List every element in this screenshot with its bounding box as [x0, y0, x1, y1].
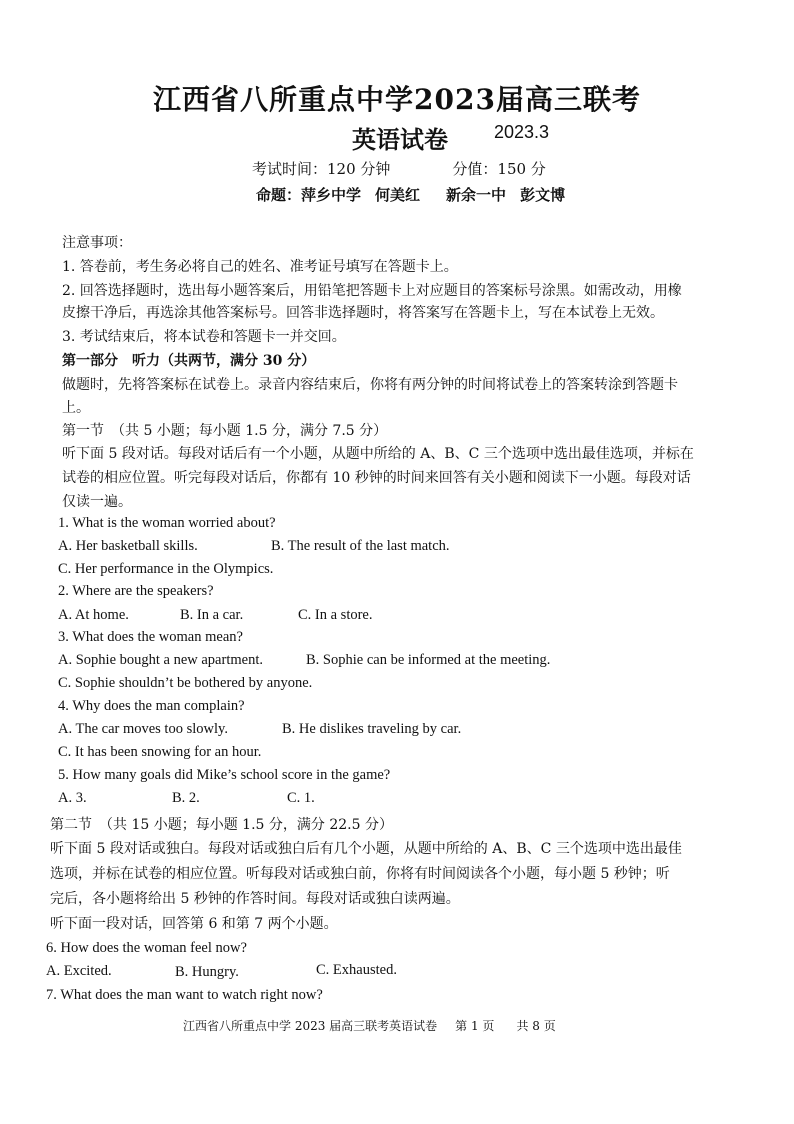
section1-heading: 第一节 （共 5 小题；每小题 1.5 分，满分 7.5 分） [62, 423, 388, 439]
footer-page-number: 第 1 页 [455, 1019, 495, 1033]
author-label: 命题： [256, 186, 302, 204]
option-b: B. Sophie can be informed at the meeting. [306, 652, 551, 668]
section1-intro-a: 听下面 5 段对话。每段对话后有一个小题，从题中所给的 A、B、C 三个选项中选出最佳选项，并标在 [62, 446, 694, 462]
section2-intro-c: 完后，各小题将给出 5 秒钟的作答时间。每段对话或独白读两遍。 [50, 891, 460, 907]
part1-heading: 第一部分 听力（共两节，满分 30 分） [62, 353, 316, 369]
option-a: A. Her basketball skills. [58, 538, 198, 554]
question-stem: 6. How does the woman feel now? [46, 940, 247, 956]
exam-info [252, 158, 546, 179]
author2-name: 彭文博 [520, 186, 566, 204]
author1-school: 萍乡中学 [301, 186, 362, 204]
part1-intro-a: 做题时，先将答案标在试卷上。录音内容结束后，你将有两分钟的时间将试卷上的答案转涂到答题卡 [62, 377, 678, 393]
section1-intro-b: 试卷的相应位置。听完每段对话后，你都有 10 秒钟的时间来回答有关小题和阅读下一小题。每段对话 [62, 470, 691, 486]
option-a: A. Sophie bought a new apartment. [58, 652, 263, 668]
option-b: B. Hungry. [175, 964, 239, 980]
section1-intro-c: 仅读一遍。 [62, 494, 132, 510]
section2-group-intro: 听下面一段对话，回答第 6 和第 7 两个小题。 [50, 916, 338, 932]
option-a: A. The car moves too slowly. [58, 721, 228, 737]
option-a: A. At home. [58, 607, 129, 623]
option-c: C. 1. [287, 790, 315, 806]
exam-time: 考试时间：120 分钟 [252, 160, 391, 178]
exam-score: 分值：150 分 [452, 160, 546, 178]
page-footer [183, 1017, 556, 1034]
option-c: C. Exhausted. [316, 962, 397, 978]
notice-item-2b: 皮擦干净后，再选涂其他答案标号。回答非选择题时，将答案写在答题卡上，写在本试卷上无效。 [62, 305, 664, 321]
section2-heading: 第二节 （共 15 小题；每小题 1.5 分，满分 22.5 分） [50, 817, 393, 833]
option-b: B. The result of the last match. [271, 538, 450, 554]
question-stem: 7. What does the man want to watch right now? [46, 987, 323, 1003]
question-stem: 3. What does the woman mean? [58, 629, 243, 645]
option-c: C. In a store. [298, 607, 373, 623]
exam-title: 江西省八所重点中学2023届高三联考 [153, 83, 641, 116]
option-b: B. 2. [172, 790, 200, 806]
author2-school: 新余一中 [446, 186, 507, 204]
exam-authors [256, 184, 565, 205]
option-b: B. In a car. [180, 607, 244, 623]
section2-intro-b: 选项，并标在试卷的相应位置。听每段对话或独白前，你将有时间阅读各个小题，每小题 5 秒钟；听 [50, 866, 670, 882]
option-a: A. Excited. [46, 963, 112, 979]
option-b: B. He dislikes traveling by car. [282, 721, 462, 737]
question-stem: 2. Where are the speakers? [58, 583, 214, 599]
option-c: C. Her performance in the Olympics. [58, 561, 274, 577]
option-c: C. It has been snowing for an hour. [58, 744, 262, 760]
question-stem: 4. Why does the man complain? [58, 698, 245, 714]
author1-name: 何美红 [375, 186, 421, 204]
option-a: A. 3. [58, 790, 87, 806]
part1-intro-b: 上。 [62, 400, 90, 416]
question-stem: 5. How many goals did Mike’s school score in the game? [58, 767, 391, 783]
notice-item-2a: 2. 回答选择题时，选出每小题答案后，用铅笔把答题卡上对应题目的答案标号涂黑。如需改动，用橡 [62, 283, 682, 299]
section2-intro-a: 听下面 5 段对话或独白。每段对话或独白后有几个小题，从题中所给的 A、B、C 三个选项中选出最佳 [50, 841, 682, 857]
option-c: C. Sophie shouldn’t be bothered by anyone. [58, 675, 313, 691]
notice-item-1: 1. 答卷前，考生务必将自己的姓名、准考证号填写在答题卡上。 [62, 259, 458, 275]
notice-heading: 注意事项： [62, 235, 132, 251]
notice-item-3: 3. 考试结束后，将本试卷和答题卡一并交回。 [62, 329, 346, 345]
exam-date: 2023.3 [494, 122, 550, 142]
question-stem: 1. What is the woman worried about? [58, 515, 276, 531]
footer-exam-name: 江西省八所重点中学 2023 届高三联考英语试卷 [183, 1019, 438, 1033]
footer-page-total: 共 8 页 [516, 1019, 556, 1033]
exam-subtitle: 英语试卷 [352, 125, 448, 154]
